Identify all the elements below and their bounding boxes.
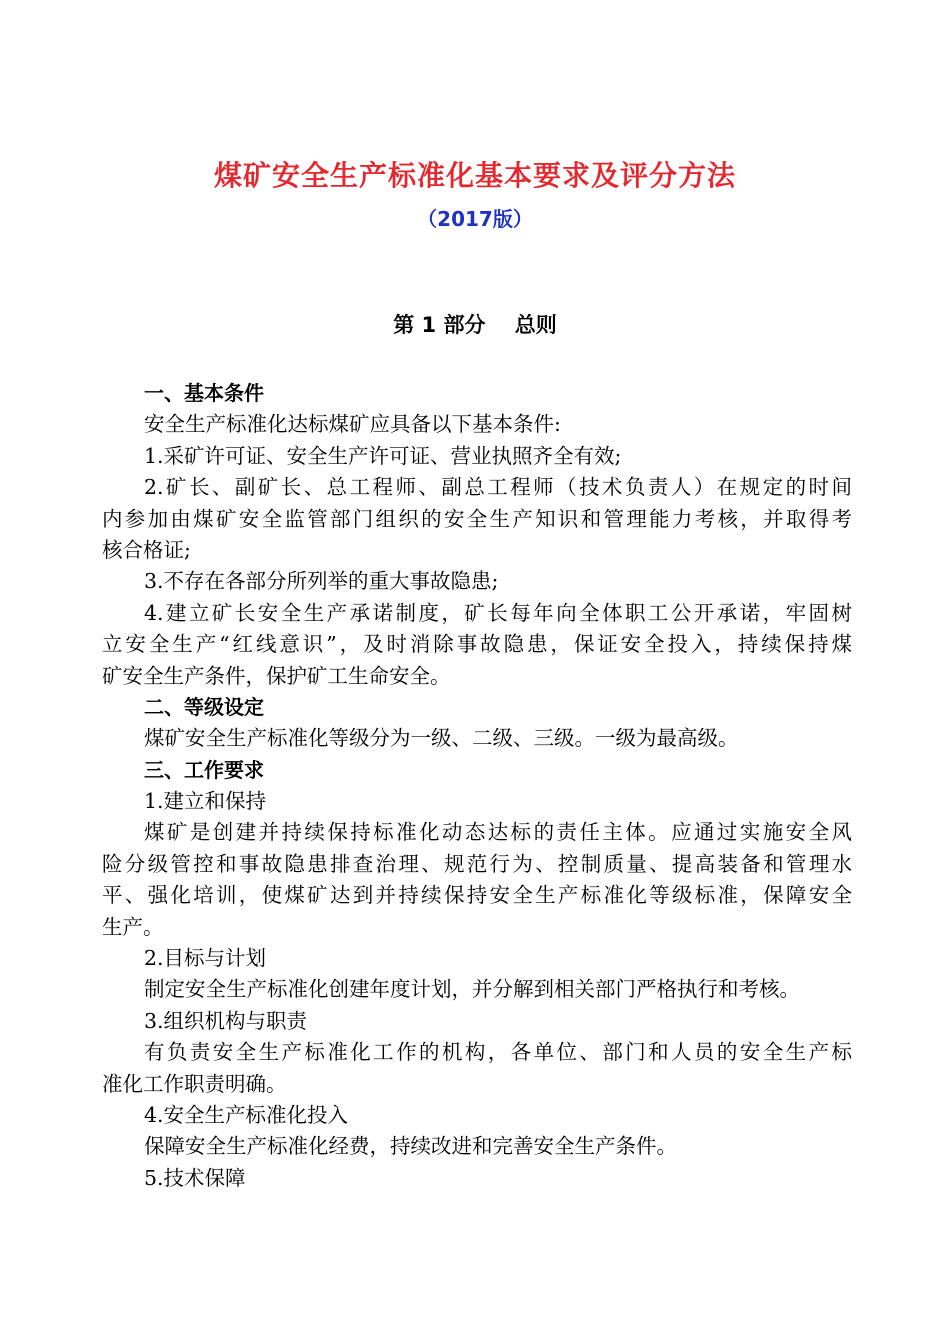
paragraph-line: 平、强化培训，使煤矿达到并持续保持安全生产标准化等级标准，保障安全 xyxy=(102,883,852,908)
paragraph-line: 有负责安全生产标准化工作的机构，各单位、部门和人员的安全生产标 xyxy=(144,1040,852,1065)
part-heading: 第 1 部分 总则 xyxy=(393,313,557,337)
paragraph-line: 1.采矿许可证、安全生产许可证、营业执照齐全有效; xyxy=(144,443,622,468)
paragraph-line: 煤矿是创建并持续保持标准化动态达标的责任主体。应通过实施安全风 xyxy=(144,820,852,845)
document-subtitle: （2017版） xyxy=(417,207,533,231)
paragraph-line: 4.建立矿长安全生产承诺制度，矿长每年向全体职工公开承诺，牢固树 xyxy=(144,600,852,625)
subsection-heading: 3.组织机构与职责 xyxy=(144,1008,308,1033)
paragraph-line: 2.矿长、副矿长、总工程师、副总工程师（技术负责人）在规定的时间 xyxy=(144,475,852,500)
paragraph-line: 3.不存在各部分所列举的重大事故隐患; xyxy=(144,569,499,594)
paragraph-line: 核合格证; xyxy=(102,537,191,562)
paragraph-line: 制定安全生产标准化创建年度计划，并分解到相关部门严格执行和考核。 xyxy=(144,977,800,1002)
subsection-heading: 5.技术保障 xyxy=(144,1165,246,1190)
paragraph-line: 安全生产标准化达标煤矿应具备以下基本条件: xyxy=(144,412,561,437)
subsection-heading: 2.目标与计划 xyxy=(144,946,267,971)
paragraph-line: 险分级管控和事故隐患排查治理、规范行为、控制质量、提高装备和管理水 xyxy=(102,851,852,876)
subsection-heading: 4.安全生产标准化投入 xyxy=(144,1102,349,1127)
paragraph-line: 煤矿安全生产标准化等级分为一级、二级、三级。一级为最高级。 xyxy=(144,726,739,751)
paragraph-line: 矿安全生产条件，保护矿工生命安全。 xyxy=(102,663,451,688)
section-heading: 二、等级设定 xyxy=(144,694,264,719)
section-heading: 三、工作要求 xyxy=(144,757,264,782)
document-body xyxy=(98,378,852,1194)
paragraph-line: 内参加由煤矿安全监管部门组织的安全生产知识和管理能力考核，并取得考 xyxy=(102,506,852,531)
paragraph-line: 准化工作职责明确。 xyxy=(102,1071,287,1096)
subsection-heading: 1.建立和保持 xyxy=(144,789,267,814)
paragraph-line: 生产。 xyxy=(102,914,164,939)
paragraph-line: 立安全生产“红线意识”，及时消除事故隐患，保证安全投入，持续保持煤 xyxy=(102,632,852,657)
document-title: 煤矿安全生产标准化基本要求及评分方法 xyxy=(213,159,736,192)
section-heading: 一、基本条件 xyxy=(144,381,264,405)
paragraph-line: 保障安全生产标准化经费，持续改进和完善安全生产条件。 xyxy=(144,1134,677,1159)
